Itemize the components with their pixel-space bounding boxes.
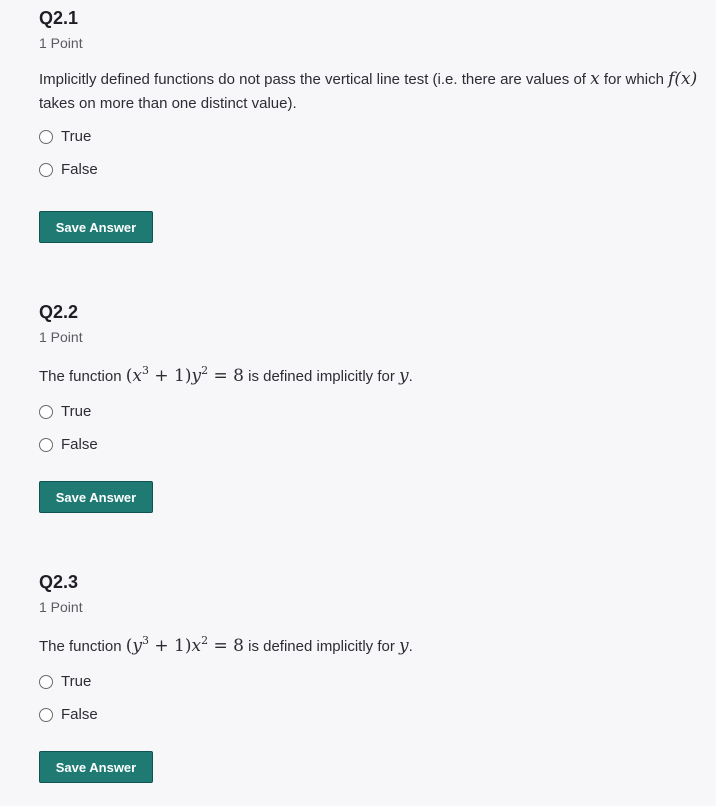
- question-points: 1 Point: [39, 599, 83, 615]
- math-equation: $(x^3 + 1)y^2 = 8$: [125, 364, 244, 386]
- option-true[interactable]: [39, 120, 704, 153]
- radio-button[interactable]: [39, 130, 53, 144]
- option-label: True: [61, 128, 92, 145]
- question-q2-3: [39, 572, 704, 775]
- prompt-end: .: [408, 638, 413, 655]
- option-label: False: [61, 161, 98, 178]
- answer-options: [39, 395, 704, 461]
- question-prompt: [39, 67, 704, 116]
- option-false[interactable]: [39, 153, 704, 186]
- prompt-text: takes on more than one distinct value).: [39, 95, 297, 112]
- question-q2-1: [39, 8, 704, 235]
- math-var: y: [399, 366, 409, 386]
- option-label: False: [61, 706, 98, 723]
- question-title: Q2.2: [39, 302, 79, 322]
- question-points: 1 Point: [39, 35, 83, 51]
- answer-options: [39, 120, 704, 186]
- option-true[interactable]: [39, 665, 704, 698]
- prompt-text: Implicitly defined functions do not pass the vertical line test (i.e. there are values of: [39, 71, 591, 88]
- math-fx: f(x): [668, 69, 698, 89]
- radio-button[interactable]: [39, 708, 53, 722]
- math-x: x: [590, 69, 600, 89]
- question-q2-2: [39, 302, 704, 505]
- question-prompt: [39, 364, 704, 389]
- question-points: 1 Point: [39, 329, 83, 345]
- option-label: True: [61, 403, 92, 420]
- option-label: False: [61, 436, 98, 453]
- prompt-text: The function: [39, 368, 126, 385]
- math-equation: $(y^3 + 1)x^2 = 8$: [125, 634, 244, 656]
- option-label: True: [61, 673, 92, 690]
- save-answer-button[interactable]: Save Answer: [39, 751, 153, 783]
- option-false[interactable]: [39, 698, 704, 731]
- question-prompt: [39, 634, 704, 659]
- save-answer-button[interactable]: Save Answer: [39, 211, 153, 243]
- prompt-end: .: [408, 368, 413, 385]
- radio-button[interactable]: [39, 675, 53, 689]
- radio-button[interactable]: [39, 163, 53, 177]
- math-var: y: [399, 636, 409, 656]
- question-title: Q2.1: [39, 8, 79, 28]
- prompt-text: is defined implicitly for: [243, 638, 399, 655]
- save-answer-button[interactable]: Save Answer: [39, 481, 153, 513]
- answer-options: [39, 665, 704, 731]
- radio-button[interactable]: [39, 438, 53, 452]
- prompt-text: The function: [39, 638, 126, 655]
- radio-button[interactable]: [39, 405, 53, 419]
- option-true[interactable]: [39, 395, 704, 428]
- question-title: Q2.3: [39, 572, 79, 592]
- prompt-text: for which: [599, 71, 669, 88]
- option-false[interactable]: [39, 428, 704, 461]
- prompt-text: is defined implicitly for: [243, 368, 399, 385]
